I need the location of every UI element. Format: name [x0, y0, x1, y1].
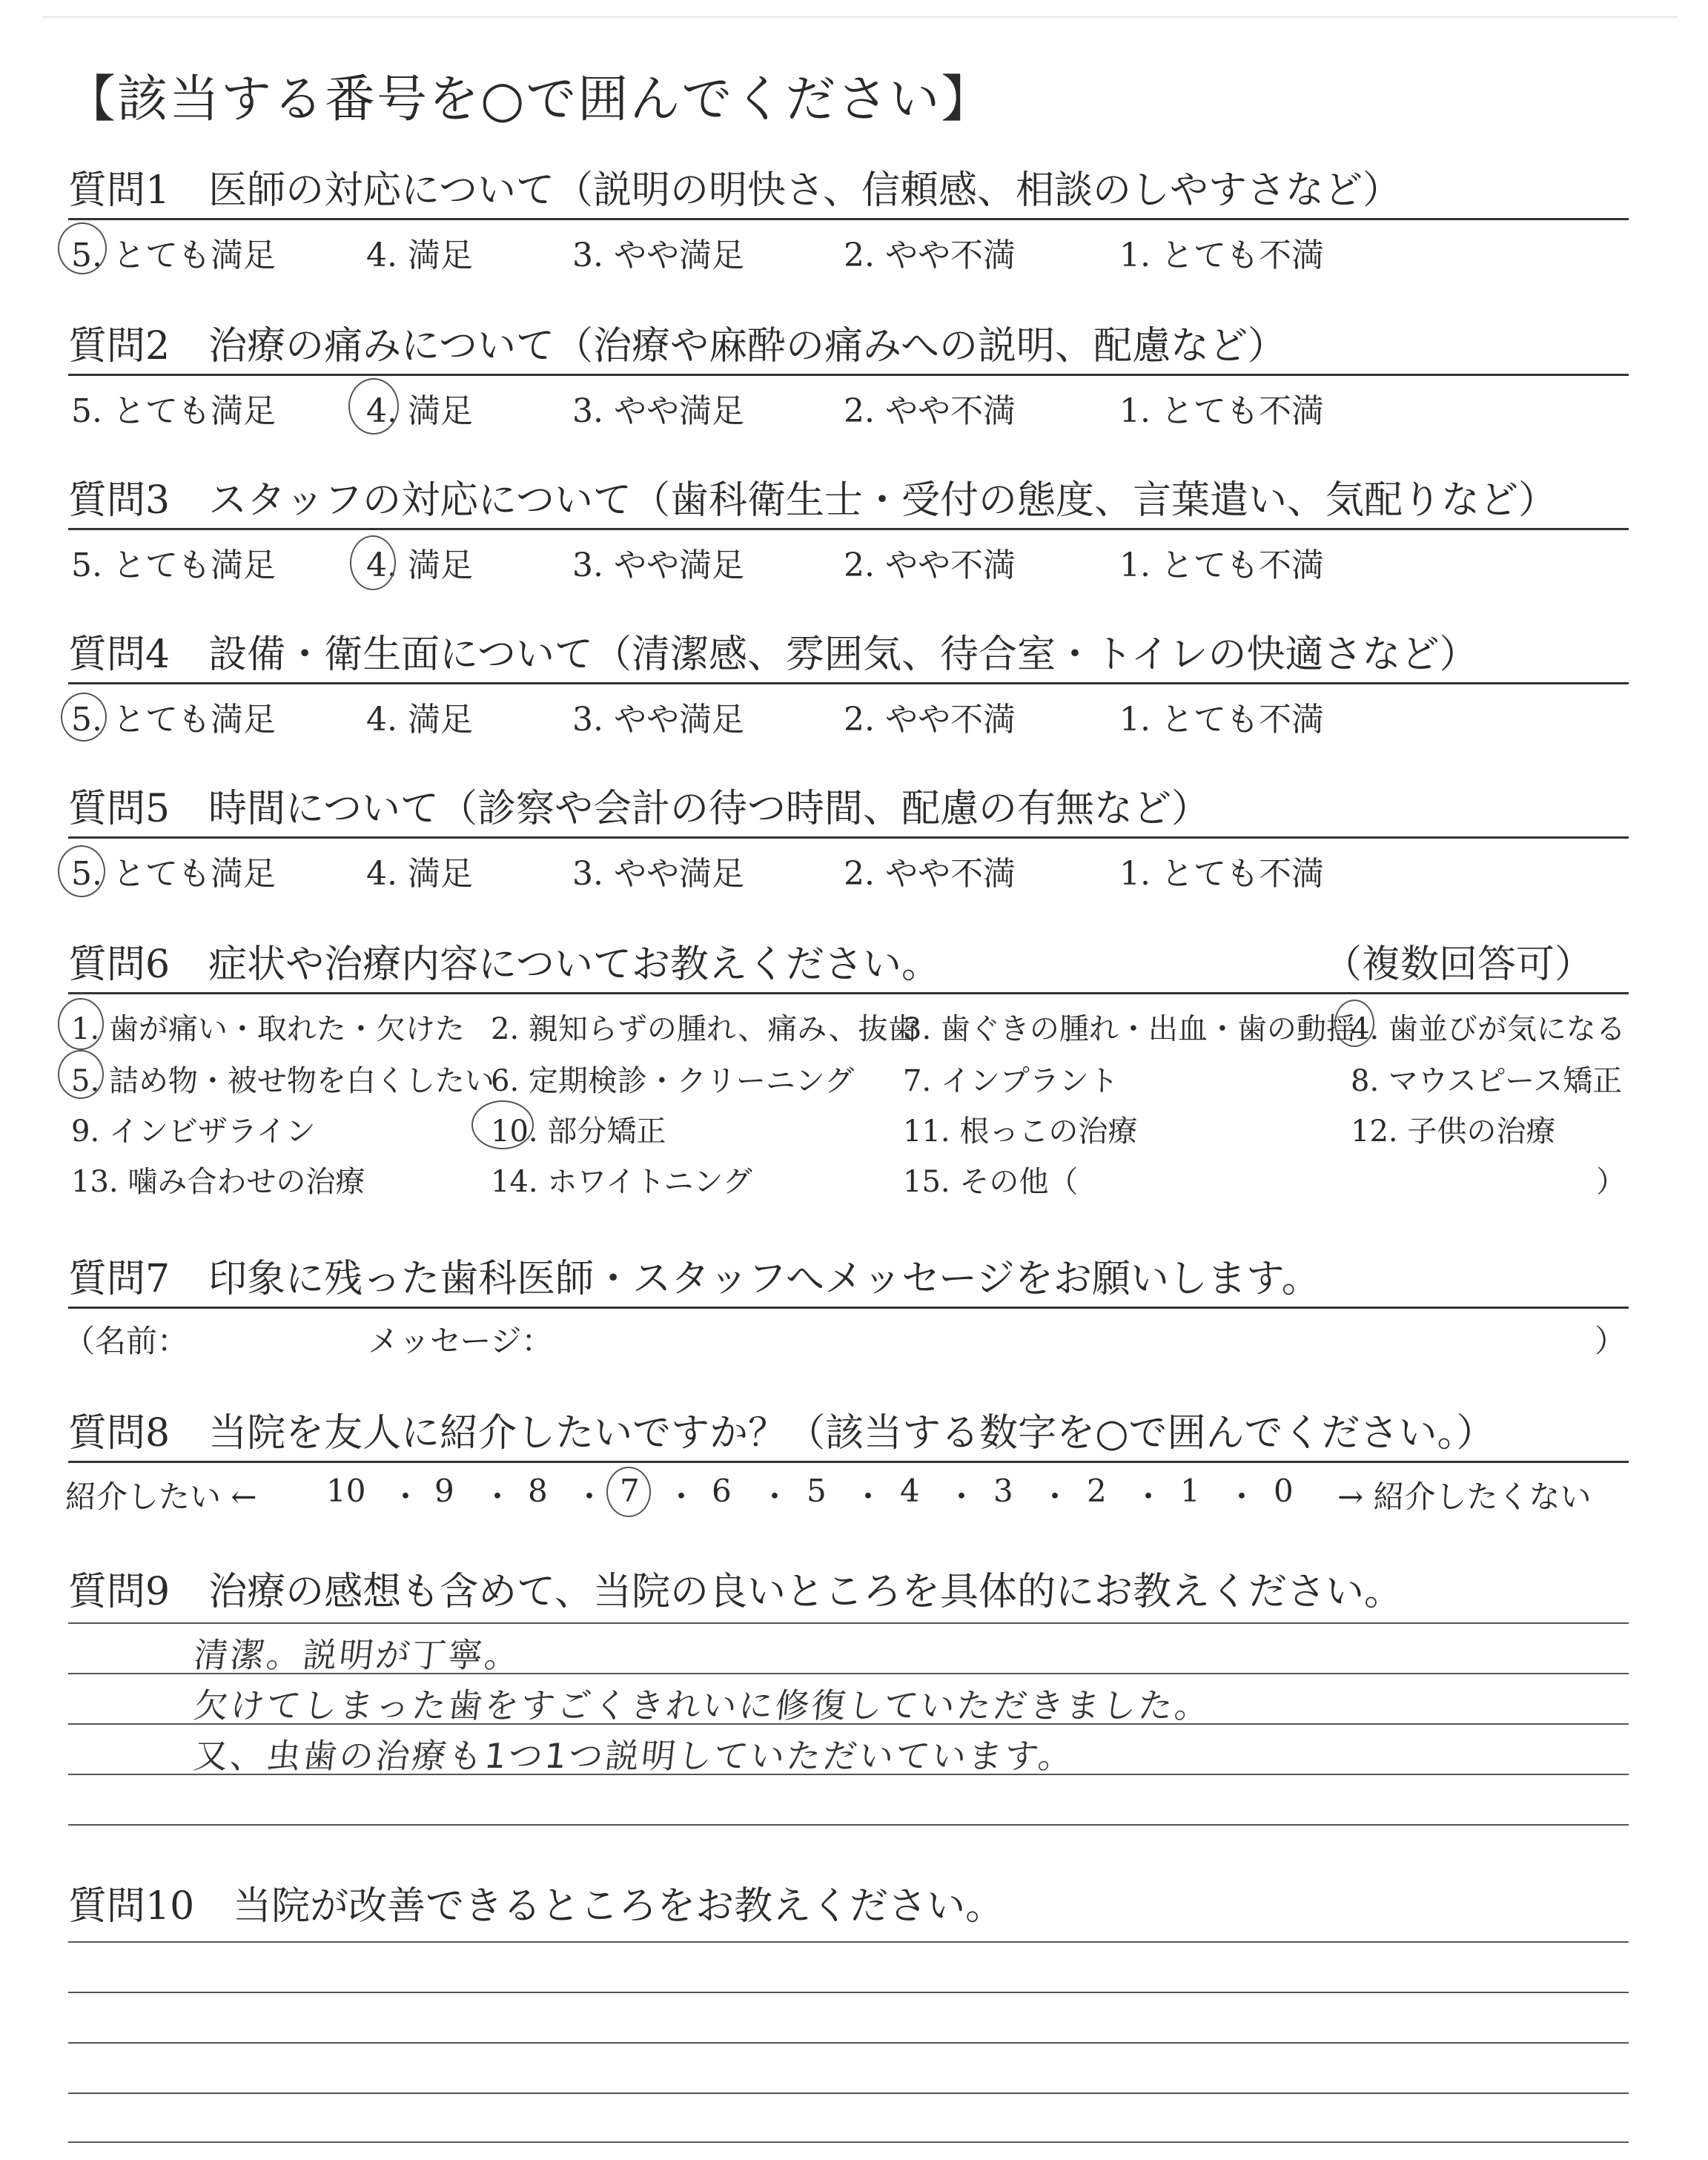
- question-2-options: [68, 384, 1629, 429]
- question-9-heading: 質問9 治療の感想も含めて、当院の良いところを具体的にお教えください。: [68, 1570, 1403, 1614]
- q8-dot: ・: [1133, 1479, 1165, 1515]
- q6-option-10[interactable]: 10. 部分矯正: [491, 1114, 666, 1149]
- page-title: 【該当する番号を○で囲んでください】: [65, 70, 993, 129]
- q8-value-3[interactable]: 3: [993, 1473, 1013, 1509]
- q6-option-3[interactable]: 3. 歯ぐきの腫れ・出血・歯の動揺: [903, 1012, 1356, 1046]
- q3-option-1[interactable]: 1. とても不満: [1119, 546, 1324, 584]
- q6-option-2[interactable]: 2. 親知らずの腫れ、痛み、抜歯: [491, 1012, 918, 1046]
- q8-dot: ・: [390, 1479, 422, 1515]
- q9-answer-line-1: 清潔。説明が丁寧。: [191, 1635, 523, 1675]
- q4-option-4[interactable]: 4. 満足: [366, 701, 473, 739]
- q9-line-1: [68, 1622, 1629, 1624]
- question-8-heading: 質問8 当院を友人に紹介したいですか？（該当する数字を○で囲んでください。）: [68, 1411, 1495, 1456]
- q6-option-8[interactable]: 8. マウスピース矯正: [1351, 1064, 1623, 1098]
- question-5-options: [68, 847, 1629, 891]
- question-3: [68, 475, 1629, 584]
- question-10: [68, 1880, 1629, 1932]
- q5-option-5[interactable]: 5. とても満足: [71, 855, 276, 893]
- question-5-rule: [68, 836, 1629, 839]
- question-4-heading: 質問4 設備・衛生面について（清潔感、雰囲気、待合室・トイレの快適さなど）: [68, 633, 1478, 677]
- q5-option-2[interactable]: 2. やや不満: [844, 855, 1016, 893]
- question-3-rule: [68, 528, 1629, 530]
- q2-option-3[interactable]: 3. やや満足: [572, 392, 744, 430]
- question-10-heading: 質問10 当院が改善できるところをお教えください。: [68, 1884, 1004, 1929]
- q8-dot: ・: [666, 1479, 698, 1515]
- q9-line-5: [68, 1824, 1629, 1826]
- q1-option-1[interactable]: 1. とても不満: [1119, 237, 1324, 274]
- q3-option-5[interactable]: 5. とても満足: [71, 546, 276, 584]
- question-7-rule: [68, 1307, 1629, 1309]
- q4-option-3[interactable]: 3. やや満足: [572, 701, 744, 739]
- q2-option-2[interactable]: 2. やや不満: [844, 392, 1016, 430]
- q10-line-5: [68, 2141, 1629, 2143]
- question-7-heading: 質問7 印象に残った歯科医師・スタッフへメッセージをお願いします。: [68, 1257, 1320, 1301]
- q6-option-4[interactable]: 4. 歯並びが気になる: [1351, 1012, 1626, 1046]
- question-3-options: [68, 538, 1629, 583]
- q6-option-7[interactable]: 7. インプラント: [903, 1064, 1119, 1098]
- q3-option-4[interactable]: 4. 満足: [366, 546, 473, 584]
- q6-selected-circle-4: [1334, 1000, 1374, 1047]
- q8-value-7[interactable]: 7: [620, 1473, 640, 1509]
- question-3-heading: 質問3 スタッフの対応について（歯科衛生士・受付の態度、言葉遣い、気配りなど）: [68, 478, 1558, 523]
- q4-option-2[interactable]: 2. やや不満: [844, 701, 1016, 739]
- q6-option-5[interactable]: 5. 詰め物・被せ物を白くしたい: [71, 1064, 494, 1098]
- q6-option-9[interactable]: 9. インビザライン: [71, 1114, 316, 1149]
- question-6-note: （複数回答可）: [1323, 942, 1593, 987]
- q1-option-4[interactable]: 4. 満足: [366, 237, 473, 274]
- q2-selected-circle: [348, 378, 399, 435]
- question-6: [68, 939, 1629, 1199]
- q8-right-label: → 紹介したくない: [1337, 1479, 1592, 1515]
- q3-selected-circle: [350, 535, 396, 590]
- q8-dot: ・: [1226, 1479, 1258, 1515]
- q8-value-0[interactable]: 0: [1274, 1473, 1294, 1509]
- q8-value-6[interactable]: 6: [712, 1473, 732, 1509]
- q6-selected-circle-10: [471, 1100, 534, 1149]
- q8-dot: ・: [946, 1479, 978, 1515]
- question-2-rule: [68, 374, 1629, 376]
- q8-left-label: 紹介したい ←: [65, 1479, 257, 1515]
- q7-name-label: （名前：: [64, 1323, 189, 1359]
- question-2-heading: 質問2 治療の痛みについて（治療や麻酔の痛みへの説明、配慮など）: [68, 324, 1287, 369]
- q8-dot: ・: [482, 1479, 514, 1515]
- q6-other-close: ）: [1596, 1165, 1626, 1199]
- q6-option-12[interactable]: 12. 子供の治療: [1351, 1114, 1556, 1149]
- q8-dot: ・: [1039, 1479, 1071, 1515]
- q2-option-5[interactable]: 5. とても満足: [71, 392, 276, 430]
- q8-dot: ・: [853, 1479, 884, 1515]
- q4-option-5[interactable]: 5. とても満足: [71, 701, 276, 739]
- q8-value-1[interactable]: 1: [1180, 1473, 1200, 1509]
- question-5-heading: 質問5 時間について（診察や会計の待つ時間、配慮の有無など）: [68, 787, 1211, 831]
- question-1-heading: 質問1 医師の対応について（説明の明快さ、信頼感、相談のしやすさなど）: [68, 168, 1401, 213]
- q1-option-5[interactable]: 5. とても満足: [71, 237, 276, 274]
- q10-line-4: [68, 2093, 1629, 2094]
- q1-selected-circle: [58, 222, 107, 274]
- question-7-fields: [64, 1317, 1629, 1361]
- q8-value-8[interactable]: 8: [528, 1473, 548, 1509]
- q5-option-1[interactable]: 1. とても不満: [1119, 855, 1324, 893]
- question-4-options: [68, 693, 1629, 737]
- q6-selected-circle-5: [58, 1050, 104, 1099]
- question-1: [68, 165, 1629, 274]
- q1-option-3[interactable]: 3. やや満足: [572, 237, 744, 274]
- q6-option-14[interactable]: 14. ホワイトニング: [491, 1165, 752, 1199]
- q2-option-1[interactable]: 1. とても不満: [1119, 392, 1324, 430]
- question-6-rule: [68, 992, 1629, 994]
- question-1-options: [68, 228, 1629, 273]
- q8-value-4[interactable]: 4: [900, 1473, 920, 1509]
- question-1-rule: [68, 218, 1629, 220]
- q6-option-15[interactable]: 15. その他（: [903, 1165, 1079, 1199]
- q8-selected-circle: [606, 1467, 651, 1517]
- q8-value-2[interactable]: 2: [1087, 1473, 1107, 1509]
- q2-option-4[interactable]: 4. 満足: [366, 392, 473, 430]
- q8-value-10[interactable]: 10: [326, 1473, 366, 1509]
- question-7: [64, 1253, 1629, 1359]
- q1-option-2[interactable]: 2. やや不満: [844, 237, 1016, 274]
- question-9: [68, 1566, 1629, 1776]
- question-6-text: 質問6 症状や治療内容についてお教えください。: [68, 942, 941, 987]
- q10-line-3: [68, 2042, 1629, 2044]
- q4-option-1[interactable]: 1. とても不満: [1119, 701, 1324, 739]
- q4-selected-circle: [61, 693, 107, 742]
- q7-message-label: メッセージ：: [368, 1323, 553, 1359]
- q5-option-3[interactable]: 3. やや満足: [572, 855, 744, 893]
- q8-dot: ・: [574, 1479, 606, 1515]
- q5-selected-circle: [58, 845, 105, 897]
- q8-value-9[interactable]: 9: [434, 1473, 454, 1509]
- question-4-rule: [68, 682, 1629, 684]
- q8-value-5[interactable]: 5: [807, 1473, 827, 1509]
- question-8-rule: [68, 1461, 1629, 1463]
- q7-close-paren: ）: [1594, 1323, 1626, 1359]
- q9-answer-line-3: 又、虫歯の治療も1つ1つ説明していただいています。: [191, 1736, 1077, 1776]
- question-4: [68, 629, 1629, 739]
- question-8-scale: [65, 1473, 1629, 1517]
- q3-option-3[interactable]: 3. やや満足: [572, 546, 744, 584]
- q6-option-11[interactable]: 11. 根っこの治療: [903, 1114, 1138, 1149]
- q6-option-13[interactable]: 13. 噛み合わせの治療: [71, 1165, 365, 1199]
- q10-line-1: [68, 1941, 1629, 1943]
- q6-option-1[interactable]: 1. 歯が痛い・取れた・欠けた: [71, 1012, 465, 1046]
- q6-selected-circle-1: [58, 998, 104, 1050]
- question-5: [68, 783, 1629, 893]
- q3-option-2[interactable]: 2. やや不満: [844, 546, 1016, 584]
- q6-option-6[interactable]: 6. 定期検診・クリーニング: [491, 1064, 855, 1098]
- top-border: [43, 16, 1678, 18]
- question-2: [68, 320, 1629, 430]
- question-6-heading: [68, 939, 1629, 991]
- question-8: [65, 1407, 1629, 1515]
- q10-line-2: [68, 1992, 1629, 1993]
- q9-answer-line-2: 欠けてしまった歯をすごくきれいに修復していただきました。: [191, 1685, 1214, 1725]
- q5-option-4[interactable]: 4. 満足: [366, 855, 473, 893]
- q8-dot: ・: [759, 1479, 791, 1515]
